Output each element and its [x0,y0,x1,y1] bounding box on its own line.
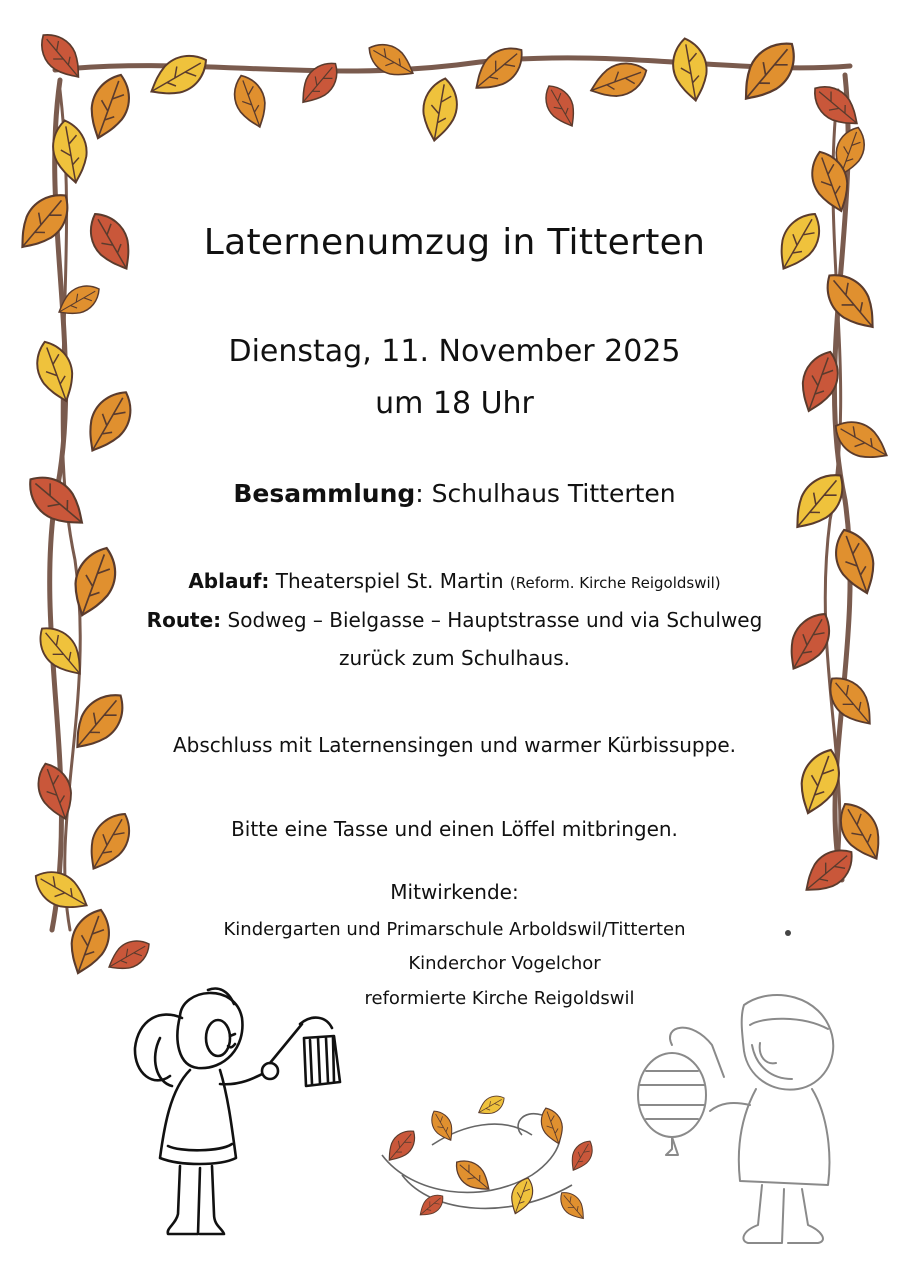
program-note: (Reform. Kirche Reigoldswil) [509,574,721,592]
leaf-swirl-decoration [372,1085,612,1235]
stray-dot [785,930,791,936]
poster-title: Laternenumzug in Titterten [203,222,706,263]
program-line [0,569,909,593]
route-label: Route: [146,608,222,632]
leaf-decoration [586,56,652,105]
leaf-decoration [816,264,886,338]
leaf-decoration [418,76,461,144]
route-continuation: zurück zum Schulhaus. [338,646,570,670]
leaf-decoration [382,1125,421,1167]
meeting-separator: : [415,479,432,508]
event-date: Dienstag, 11. November 2025 [228,334,681,369]
participant-item: Kinderchor Vogelchor [408,953,601,974]
leaf-decoration [293,55,346,111]
meeting-label: Besammlung [233,479,416,508]
route-value: Sodweg – Bielgasse – Hauptstrasse und via Schulweg [221,608,763,632]
meeting-point [0,479,909,508]
leaf-decoration [566,1137,598,1175]
leaf-decoration [537,1105,569,1147]
leaf-decoration [467,38,532,99]
boy-with-lantern-illustration [632,985,882,1251]
leaf-decoration [669,36,712,104]
leaf-decoration [143,46,214,106]
leaf-decoration [81,69,137,144]
leaf-decoration [415,1190,447,1221]
participants-heading: Mitwirkende: [390,880,519,904]
leaf-decoration [32,26,89,86]
program-value: Theaterspiel St. Martin [269,569,510,593]
event-time: um 18 Uhr [375,386,534,421]
reminder-line: Bitte eine Tasse und einen Löffel mitbringen. [231,817,678,841]
girl-with-lantern-illustration [120,978,360,1244]
closing-line: Abschluss mit Laternensingen und warmer Kürbissuppe. [173,733,736,757]
leaf-decoration [732,32,807,111]
leaf-decoration [228,71,274,132]
leaf-decoration [555,1187,590,1224]
meeting-value: Schulhaus Titterten [431,479,676,508]
participant-item: Kindergarten und Primarschule Arboldswil/Titterten [223,919,686,940]
leaf-decoration [363,37,420,85]
leaf-decoration [506,1175,538,1217]
leaf-decoration [475,1091,508,1119]
program-label: Ablauf: [188,569,270,593]
leaf-decoration [539,80,583,132]
participant-item: reformierte Kirche Reigoldswil [364,988,635,1009]
route-line [0,608,909,632]
